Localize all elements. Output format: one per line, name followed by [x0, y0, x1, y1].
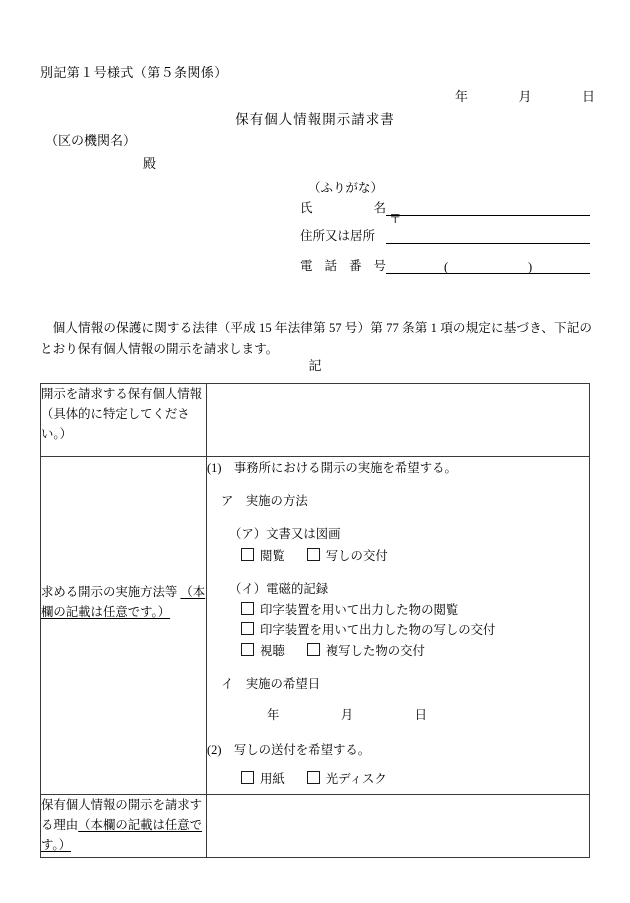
- desired-date-row[interactable]: [267, 706, 427, 725]
- phone-paren-open: (: [444, 259, 449, 274]
- checkbox-copy-delivery-icon[interactable]: [307, 548, 320, 561]
- method-item-2-options: [241, 770, 589, 789]
- date-day-label: 日: [581, 89, 595, 104]
- method-item-2: (2) 写しの送付を希望する。: [207, 743, 371, 758]
- address-input-wrap: [386, 212, 590, 244]
- method-group-a-options: [241, 547, 589, 566]
- desired-date-day-label: 日: [414, 707, 427, 722]
- method-sub-a: ア 実施の方法: [221, 494, 308, 509]
- name-input-line[interactable]: [386, 200, 590, 216]
- table-row-requested-info: [41, 384, 590, 457]
- checkbox-browse-icon[interactable]: [241, 548, 254, 561]
- furigana-label: （ふりがな）: [308, 181, 384, 195]
- applicant-info-block: [300, 178, 590, 278]
- name-label-char-2: 名: [373, 201, 386, 215]
- checkbox-viewing-icon[interactable]: [241, 643, 254, 656]
- option-label-optical-disc[interactable]: 光ディスク: [325, 772, 387, 787]
- name-label: [300, 198, 386, 216]
- name-label-char-1: 氏: [300, 201, 313, 215]
- address-label-text: 住所又は居所: [300, 229, 376, 243]
- legal-statement: 個人情報の保護に関する法律（平成 15 年法律第 57 号）第 77 条第 1 項の規定に基づき、下記のとおり保有個人情報の開示を請求します。: [40, 321, 592, 356]
- reason-label-main: 保有個人情報の開示を請求する理由: [41, 797, 203, 832]
- row-value-requested-info[interactable]: [207, 384, 590, 457]
- method-group-b-options: [241, 601, 589, 661]
- address-field-row: [300, 212, 590, 244]
- phone-label-char-3: 番: [348, 259, 362, 273]
- method-group-a-title: （ア）文書又は図画: [229, 527, 341, 542]
- disclosure-method-label-main: 求める開示の実施方法等: [41, 584, 178, 599]
- option-label-duplicate-delivery[interactable]: 複写した物の交付: [325, 643, 425, 658]
- method-sub-b: イ 実施の希望日: [221, 676, 321, 691]
- submission-date-line: [455, 86, 595, 105]
- postal-mark-icon: 〒: [389, 212, 402, 226]
- reason-label-note: （本欄の記載は任意です。）: [41, 817, 203, 852]
- checkbox-printed-copy-icon[interactable]: [241, 622, 254, 635]
- disclosure-method-label-note: （本欄の記載は任意です。）: [41, 584, 206, 619]
- checkbox-duplicate-delivery-icon[interactable]: [307, 643, 320, 656]
- row-label-disclosure-method-inner: [41, 457, 206, 747]
- date-month-label: 月: [518, 89, 532, 104]
- row-value-disclosure-method: [207, 457, 590, 795]
- checkbox-paper-icon[interactable]: [241, 771, 254, 784]
- checkbox-optical-disc-icon[interactable]: [307, 771, 320, 784]
- honorific-dono: 殿: [143, 156, 157, 171]
- organization-name-placeholder: （区の機関名）: [45, 133, 137, 148]
- phone-field-row: [300, 256, 590, 274]
- method-group-b-title: （イ）電磁的記録: [229, 581, 329, 596]
- option-line-c: [241, 770, 589, 789]
- method-item-1: (1) 事務所における開示の実施を希望する。: [207, 461, 457, 475]
- desired-date-month-label: 月: [340, 707, 354, 722]
- address-label: [300, 226, 386, 244]
- phone-label: [300, 256, 386, 274]
- name-field-row: [300, 198, 590, 216]
- option-line-b1: [241, 601, 589, 620]
- desired-date-year-label: 年: [267, 707, 280, 722]
- address-input-line[interactable]: [386, 228, 590, 244]
- option-label-browse[interactable]: 閲覧: [260, 548, 285, 563]
- option-label-viewing[interactable]: 視聴: [260, 643, 285, 658]
- form-number: 別記第１号様式（第５条関係）: [40, 65, 228, 80]
- request-details-table: [40, 383, 590, 858]
- phone-input-line[interactable]: [386, 257, 590, 274]
- option-label-paper[interactable]: 用紙: [260, 772, 285, 787]
- phone-label-char-2: 話: [324, 259, 337, 273]
- row-label-disclosure-method: [41, 457, 207, 795]
- disclosure-method-content: [207, 459, 589, 790]
- date-year-label: 年: [455, 89, 469, 104]
- phone-label-char-1: 電: [300, 259, 313, 273]
- ki-marker: 記: [308, 358, 322, 373]
- row-label-reason: [41, 794, 207, 857]
- option-label-printed-copy[interactable]: 印字装置を用いて出力した物の写しの交付: [260, 623, 496, 638]
- table-row-disclosure-method: [41, 457, 590, 795]
- document-title: 保有個人情報開示請求書: [235, 112, 395, 127]
- option-label-printed-browse[interactable]: 印字装置を用いて出力した物の閲覧: [260, 603, 459, 618]
- option-label-copy-delivery[interactable]: 写しの交付: [325, 548, 388, 563]
- checkbox-printed-browse-icon[interactable]: [241, 602, 254, 615]
- phone-label-char-4: 号: [373, 259, 386, 273]
- option-line-b3: [241, 642, 589, 661]
- table-row-reason: [41, 794, 590, 857]
- phone-paren-close: ): [528, 259, 533, 274]
- option-line-a: [241, 547, 589, 566]
- row-label-requested-info: 開示を請求する保有個人情報（具体的に特定してください。）: [41, 384, 207, 457]
- row-value-reason[interactable]: [207, 794, 590, 857]
- option-line-b2: [241, 621, 589, 640]
